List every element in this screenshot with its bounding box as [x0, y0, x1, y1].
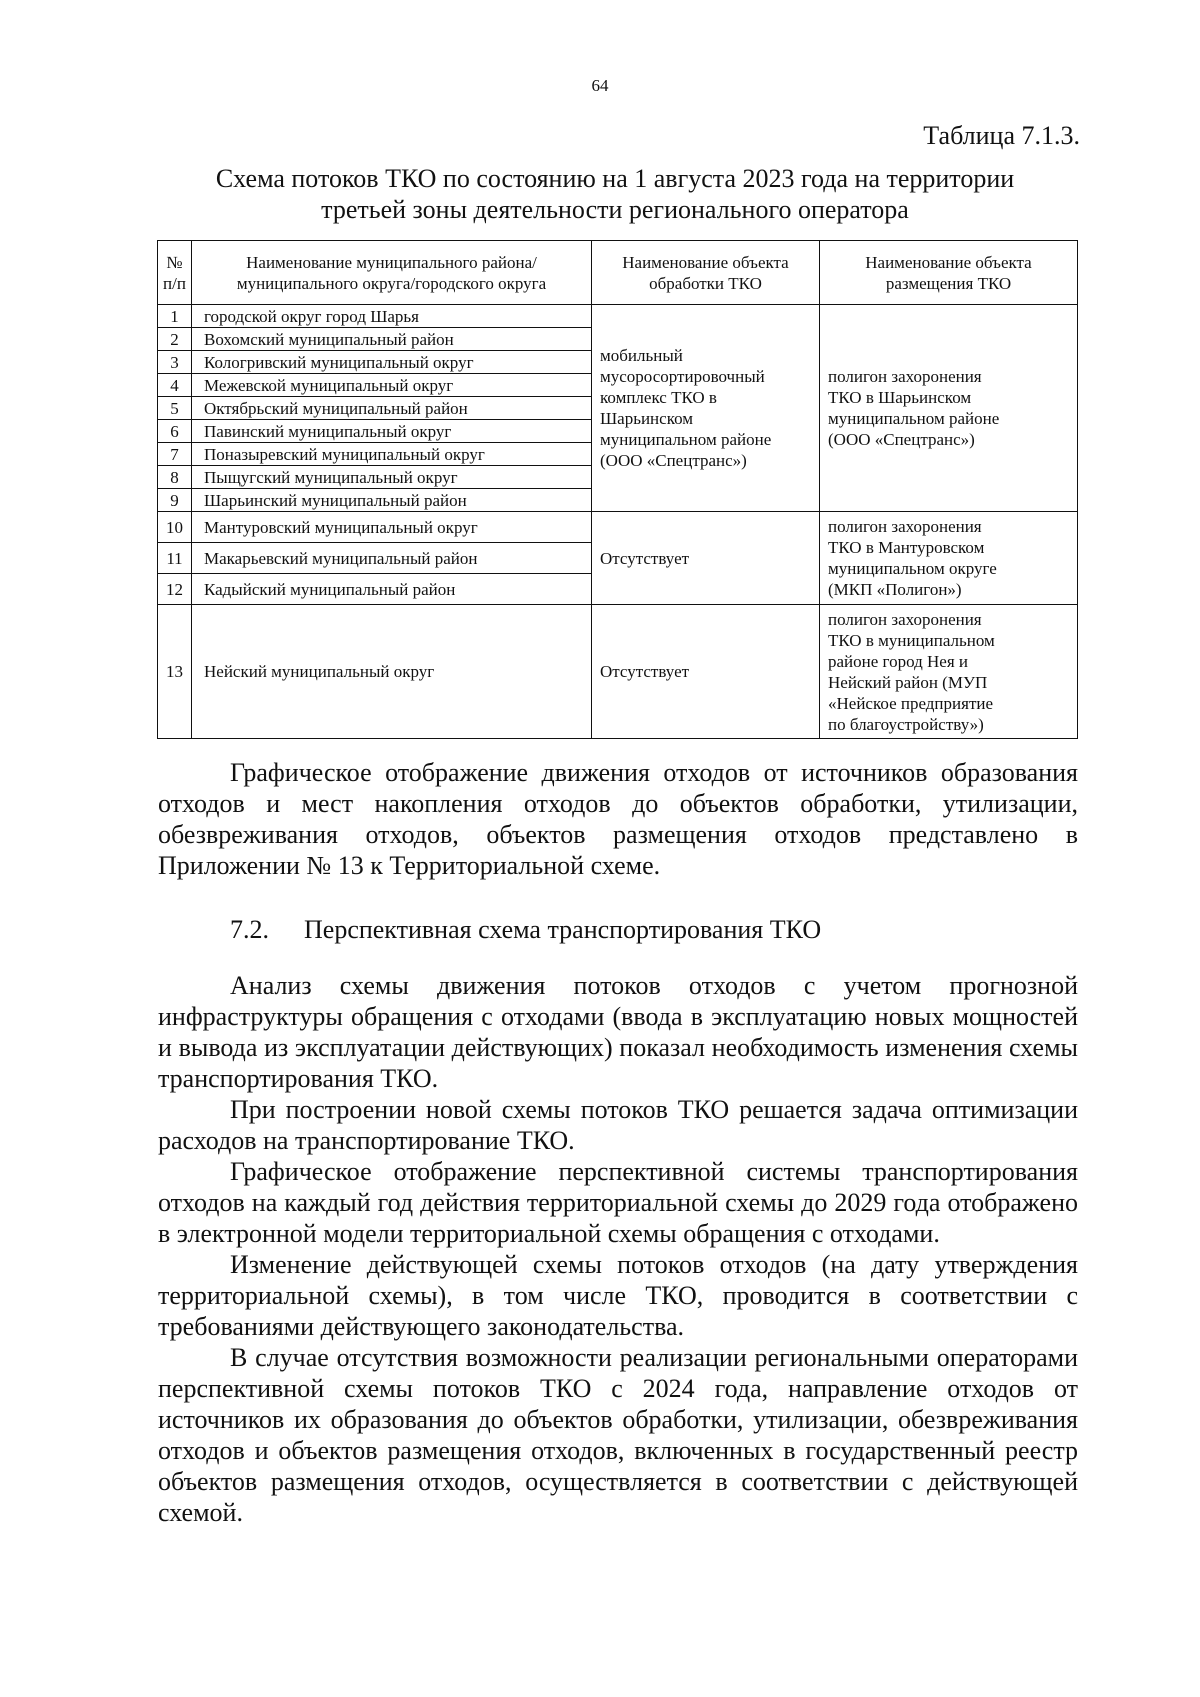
- row-municipality: Октябрьский муниципальный район: [192, 397, 592, 420]
- cell-line: комплекс ТКО в: [600, 388, 717, 407]
- row-municipality: Нейский муниципальный округ: [192, 605, 592, 739]
- table-header-row: [158, 241, 1078, 305]
- section-title: Перспективная схема транспортирования ТКО: [304, 915, 822, 944]
- header-text: Наименование муниципального района/: [246, 252, 537, 272]
- row-num: 7: [158, 443, 192, 466]
- processing-object-group2: Отсутствует: [592, 512, 820, 605]
- cell-line: ТКО в муниципальном: [828, 630, 995, 650]
- header-text: Наименование объекта: [865, 252, 1032, 272]
- header-processing: [592, 241, 820, 305]
- table-title-line: Схема потоков ТКО по состоянию на 1 августа 2023 года на территории: [215, 164, 1015, 193]
- row-num: 11: [158, 543, 192, 574]
- paragraph: Изменение действующей схемы потоков отходов (на дату утверждения территориальной схемы), в том числе ТКО, проводится в соответствии с требованиями действующего законодательства.: [158, 1250, 1078, 1341]
- table-row: [158, 305, 1078, 328]
- row-municipality: Пыщугский муниципальный округ: [192, 466, 592, 489]
- cell-line: Нейский район (МУП: [828, 672, 988, 692]
- header-num: [158, 241, 192, 305]
- cell-line: полигон захоронения: [828, 517, 982, 536]
- row-num: 13: [158, 605, 192, 739]
- section-body: [158, 970, 1078, 1528]
- header-text: размещения ТКО: [885, 273, 1012, 293]
- paragraph: Анализ схемы движения потоков отходов с учетом прогнозной инфраструктуры обращения с отходами (ввода в эксплуатацию новых мощностей и вывода из эксплуатации действующих) показал необходимость изменения схемы транспортирования ТКО.: [158, 971, 1078, 1093]
- cell-line: полигон захоронения: [828, 367, 982, 386]
- header-text: №: [166, 252, 183, 272]
- header-text: Наименование объекта: [622, 252, 789, 272]
- processing-object-group1: [592, 305, 820, 512]
- row-num: 12: [158, 574, 192, 605]
- row-num: 9: [158, 489, 192, 512]
- row-num: 3: [158, 351, 192, 374]
- row-municipality: Поназыревский муниципальный округ: [192, 443, 592, 466]
- cell-line: (МКП «Полигон»): [828, 580, 962, 599]
- cell-line: ТКО в Мантуровском: [828, 538, 985, 557]
- cell-line: муниципальном районе: [828, 409, 1000, 428]
- placement-object-group3: [820, 605, 1078, 739]
- row-municipality: Мантуровский муниципальный округ: [192, 512, 592, 543]
- row-municipality: городской округ город Шарья: [192, 305, 592, 328]
- header-text: муниципального округа/городского округа: [236, 273, 547, 293]
- row-municipality: Кадыйский муниципальный район: [192, 574, 592, 605]
- row-municipality: Межевской муниципальный округ: [192, 374, 592, 397]
- placement-object-group2: [820, 512, 1078, 605]
- row-municipality: Кологривский муниципальный округ: [192, 351, 592, 374]
- row-num: 1: [158, 305, 192, 328]
- cell-line: муниципальном округе: [828, 559, 997, 578]
- table-title-line: третьей зоны деятельности регионального оператора: [321, 195, 909, 224]
- cell-line: Шарьинском: [600, 409, 694, 428]
- row-municipality: Шарьинский муниципальный район: [192, 489, 592, 512]
- graphic-display-paragraph-block: [158, 757, 1078, 881]
- cell-line: мобильный: [600, 346, 683, 365]
- cell-line: по благоустройству»): [828, 714, 984, 734]
- processing-object-group3: Отсутствует: [592, 605, 820, 739]
- table-row: [158, 605, 1078, 739]
- header-text: п/п: [163, 273, 186, 293]
- cell-line: (ООО «Спецтранс»): [600, 451, 747, 470]
- row-num: 8: [158, 466, 192, 489]
- paragraph: В случае отсутствия возможности реализации региональными операторами перспективной схемы потоков ТКО с 2024 года, направление отходов от источников их образования до объектов обработки, утилизации, обезвреживания отходов и объектов размещения отходов, включенных в государственный реестр объектов размещения отходов, осуществляется в соответствии с действующей схемой.: [158, 1343, 1078, 1527]
- row-num: 6: [158, 420, 192, 443]
- cell-line: районе город Нея и: [828, 651, 968, 671]
- cell-line: ТКО в Шарьинском: [828, 388, 972, 407]
- row-municipality: Павинский муниципальный округ: [192, 420, 592, 443]
- table-title: [150, 163, 1080, 225]
- cell-line: (ООО «Спецтранс»): [828, 430, 975, 449]
- section-number: 7.2.: [230, 915, 269, 944]
- cell-line: «Нейское предприятие: [828, 693, 994, 713]
- page-number: 64: [591, 76, 609, 95]
- waste-flow-table: [157, 240, 1078, 739]
- paragraph: При построении новой схемы потоков ТКО решается задача оптимизации расходов на транспортирование ТКО.: [158, 1095, 1078, 1155]
- row-num: 4: [158, 374, 192, 397]
- cell-line: полигон захоронения: [828, 609, 982, 629]
- cell-line: муниципальном районе: [600, 430, 772, 449]
- paragraph-graphic-display: Графическое отображение движения отходов от источников образования отходов и мест накопления отходов до объектов обработки, утилизации, обезвреживания отходов, объектов размещения отходов представлено в Приложении № 13 к Территориальной схеме.: [158, 758, 1078, 880]
- cell-line: мусоросортировочный: [600, 367, 765, 386]
- section-heading: [230, 915, 821, 945]
- row-num: 10: [158, 512, 192, 543]
- row-municipality: Вохомский муниципальный район: [192, 328, 592, 351]
- row-municipality: Макарьевский муниципальный район: [192, 543, 592, 574]
- row-num: 5: [158, 397, 192, 420]
- header-text: обработки ТКО: [649, 273, 762, 293]
- header-placement: [820, 241, 1078, 305]
- row-num: 2: [158, 328, 192, 351]
- placement-object-group1: [820, 305, 1078, 512]
- header-municipality: [192, 241, 592, 305]
- table-row: [158, 512, 1078, 543]
- paragraph: Графическое отображение перспективной системы транспортирования отходов на каждый год действия территориальной схемы до 2029 года отображено в электронной модели территориальной схемы обращения с отходами.: [158, 1157, 1078, 1248]
- table-label: Таблица 7.1.3.: [923, 121, 1080, 150]
